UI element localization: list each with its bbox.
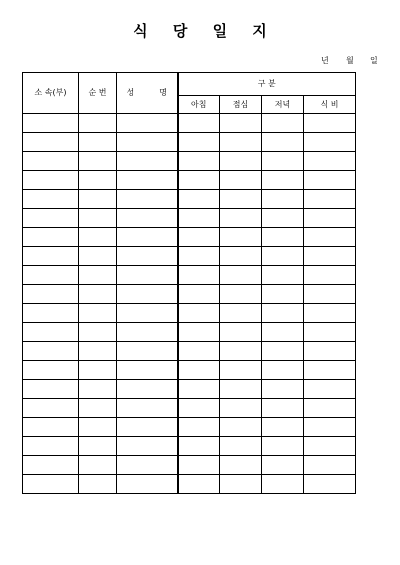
cell-department[interactable] <box>23 190 79 209</box>
cell-department[interactable] <box>23 380 79 399</box>
cell-number[interactable] <box>79 399 117 418</box>
table-row <box>23 209 356 228</box>
table-row <box>23 418 356 437</box>
cell-number[interactable] <box>79 247 117 266</box>
page-title: 식 당 일 지 <box>133 22 277 40</box>
cell-department[interactable] <box>23 133 79 152</box>
cell-breakfast[interactable] <box>178 418 220 437</box>
cell-department[interactable] <box>23 247 79 266</box>
table-row <box>23 285 356 304</box>
cell-dinner[interactable] <box>262 133 304 152</box>
header-name-left: 성 <box>126 88 135 97</box>
cell-department[interactable] <box>23 456 79 475</box>
cell-number[interactable] <box>79 456 117 475</box>
cell-dinner[interactable] <box>262 114 304 133</box>
cell-department[interactable] <box>23 304 79 323</box>
cell-lunch[interactable] <box>220 342 262 361</box>
cell-name[interactable] <box>117 304 178 323</box>
cell-number[interactable] <box>79 133 117 152</box>
table-row <box>23 114 356 133</box>
cell-meal-cost[interactable] <box>304 418 356 437</box>
cell-dinner[interactable] <box>262 171 304 190</box>
cell-department[interactable] <box>23 399 79 418</box>
cell-lunch[interactable] <box>220 247 262 266</box>
cell-dinner[interactable] <box>262 247 304 266</box>
header-department: 소 속(부) <box>23 73 79 114</box>
cell-number[interactable] <box>79 418 117 437</box>
cell-dinner[interactable] <box>262 342 304 361</box>
cell-lunch[interactable] <box>220 475 262 494</box>
cell-number[interactable] <box>79 171 117 190</box>
cell-meal-cost[interactable] <box>304 171 356 190</box>
cell-lunch[interactable] <box>220 133 262 152</box>
cell-dinner[interactable] <box>262 323 304 342</box>
cell-meal-cost[interactable] <box>304 114 356 133</box>
cell-name[interactable] <box>117 361 178 380</box>
header-breakfast: 아침 <box>178 96 220 114</box>
cell-name[interactable] <box>117 114 178 133</box>
cell-name[interactable] <box>117 171 178 190</box>
table-row <box>23 247 356 266</box>
cell-lunch[interactable] <box>220 209 262 228</box>
cell-department[interactable] <box>23 285 79 304</box>
table-row <box>23 380 356 399</box>
cell-department[interactable] <box>23 418 79 437</box>
header-category: 구 분 <box>178 73 356 96</box>
cell-breakfast[interactable] <box>178 209 220 228</box>
cell-breakfast[interactable] <box>178 342 220 361</box>
header-lunch: 점심 <box>220 96 262 114</box>
table-row <box>23 304 356 323</box>
cell-breakfast[interactable] <box>178 475 220 494</box>
cell-lunch[interactable] <box>220 171 262 190</box>
cell-dinner[interactable] <box>262 380 304 399</box>
cell-name[interactable] <box>117 228 178 247</box>
cell-breakfast[interactable] <box>178 266 220 285</box>
cell-number[interactable] <box>79 475 117 494</box>
cell-meal-cost[interactable] <box>304 380 356 399</box>
cell-breakfast[interactable] <box>178 247 220 266</box>
cell-department[interactable] <box>23 475 79 494</box>
table-row <box>23 456 356 475</box>
cell-meal-cost[interactable] <box>304 209 356 228</box>
cell-number[interactable] <box>79 323 117 342</box>
cell-breakfast[interactable] <box>178 437 220 456</box>
cell-breakfast[interactable] <box>178 228 220 247</box>
cell-dinner[interactable] <box>262 266 304 285</box>
cell-meal-cost[interactable] <box>304 247 356 266</box>
cell-meal-cost[interactable] <box>304 399 356 418</box>
cell-meal-cost[interactable] <box>304 266 356 285</box>
cell-department[interactable] <box>23 323 79 342</box>
cell-dinner[interactable] <box>262 228 304 247</box>
cell-lunch[interactable] <box>220 418 262 437</box>
cell-lunch[interactable] <box>220 190 262 209</box>
date-month-label: 월 <box>346 56 354 65</box>
table-row <box>23 266 356 285</box>
cell-meal-cost[interactable] <box>304 456 356 475</box>
cell-breakfast[interactable] <box>178 190 220 209</box>
cell-name[interactable] <box>117 152 178 171</box>
cell-breakfast[interactable] <box>178 323 220 342</box>
cell-breakfast[interactable] <box>178 171 220 190</box>
cell-meal-cost[interactable] <box>304 152 356 171</box>
cell-name[interactable] <box>117 399 178 418</box>
cell-lunch[interactable] <box>220 399 262 418</box>
cell-breakfast[interactable] <box>178 285 220 304</box>
cell-department[interactable] <box>23 437 79 456</box>
cell-name[interactable] <box>117 190 178 209</box>
cell-number[interactable] <box>79 114 117 133</box>
cell-lunch[interactable] <box>220 304 262 323</box>
cell-meal-cost[interactable] <box>304 133 356 152</box>
cell-department[interactable] <box>23 171 79 190</box>
table-row <box>23 399 356 418</box>
cell-lunch[interactable] <box>220 285 262 304</box>
cell-name[interactable] <box>117 342 178 361</box>
cell-dinner[interactable] <box>262 437 304 456</box>
meal-log-table <box>22 72 356 494</box>
cell-department[interactable] <box>23 361 79 380</box>
cell-name[interactable] <box>117 418 178 437</box>
cell-dinner[interactable] <box>262 475 304 494</box>
table-row <box>23 475 356 494</box>
table-row <box>23 437 356 456</box>
header-meal-cost: 식 비 <box>304 96 356 114</box>
cell-lunch[interactable] <box>220 114 262 133</box>
cell-number[interactable] <box>79 228 117 247</box>
cell-dinner[interactable] <box>262 304 304 323</box>
cell-number[interactable] <box>79 437 117 456</box>
header-name <box>117 73 178 114</box>
header-name-right: 명 <box>159 88 168 97</box>
cell-meal-cost[interactable] <box>304 190 356 209</box>
cell-name[interactable] <box>117 285 178 304</box>
cell-department[interactable] <box>23 342 79 361</box>
cell-dinner[interactable] <box>262 152 304 171</box>
cell-breakfast[interactable] <box>178 304 220 323</box>
cell-number[interactable] <box>79 152 117 171</box>
cell-meal-cost[interactable] <box>304 285 356 304</box>
cell-breakfast[interactable] <box>178 380 220 399</box>
cell-dinner[interactable] <box>262 418 304 437</box>
cell-breakfast[interactable] <box>178 114 220 133</box>
date-year-label: 년 <box>321 56 329 65</box>
cell-dinner[interactable] <box>262 399 304 418</box>
cell-name[interactable] <box>117 323 178 342</box>
cell-lunch[interactable] <box>220 323 262 342</box>
cell-meal-cost[interactable] <box>304 304 356 323</box>
cell-department[interactable] <box>23 114 79 133</box>
cell-department[interactable] <box>23 266 79 285</box>
table-row <box>23 228 356 247</box>
table-row <box>23 323 356 342</box>
cell-number[interactable] <box>79 266 117 285</box>
cell-meal-cost[interactable] <box>304 228 356 247</box>
cell-number[interactable] <box>79 285 117 304</box>
cell-name[interactable] <box>117 133 178 152</box>
cell-breakfast[interactable] <box>178 456 220 475</box>
cell-dinner[interactable] <box>262 190 304 209</box>
cell-dinner[interactable] <box>262 361 304 380</box>
cell-lunch[interactable] <box>220 361 262 380</box>
header-dinner: 저녁 <box>262 96 304 114</box>
cell-lunch[interactable] <box>220 437 262 456</box>
cell-department[interactable] <box>23 209 79 228</box>
cell-number[interactable] <box>79 380 117 399</box>
cell-name[interactable] <box>117 209 178 228</box>
table-row <box>23 133 356 152</box>
cell-lunch[interactable] <box>220 380 262 399</box>
cell-breakfast[interactable] <box>178 399 220 418</box>
cell-breakfast[interactable] <box>178 361 220 380</box>
cell-lunch[interactable] <box>220 266 262 285</box>
cell-dinner[interactable] <box>262 285 304 304</box>
cell-number[interactable] <box>79 304 117 323</box>
cell-number[interactable] <box>79 342 117 361</box>
cell-meal-cost[interactable] <box>304 323 356 342</box>
date-day-label: 일 <box>370 56 378 65</box>
cell-lunch[interactable] <box>220 456 262 475</box>
cell-breakfast[interactable] <box>178 133 220 152</box>
cell-dinner[interactable] <box>262 456 304 475</box>
cell-department[interactable] <box>23 228 79 247</box>
cell-name[interactable] <box>117 266 178 285</box>
table-body <box>23 114 356 494</box>
table-row <box>23 152 356 171</box>
cell-name[interactable] <box>117 247 178 266</box>
cell-name[interactable] <box>117 475 178 494</box>
cell-name[interactable] <box>117 437 178 456</box>
table-row <box>23 171 356 190</box>
cell-name[interactable] <box>117 380 178 399</box>
cell-lunch[interactable] <box>220 228 262 247</box>
table-row <box>23 342 356 361</box>
cell-lunch[interactable] <box>220 152 262 171</box>
table-row <box>23 190 356 209</box>
cell-meal-cost[interactable] <box>304 361 356 380</box>
cell-department[interactable] <box>23 152 79 171</box>
cell-meal-cost[interactable] <box>304 342 356 361</box>
header-number: 순 번 <box>79 73 117 114</box>
cell-name[interactable] <box>117 456 178 475</box>
cell-number[interactable] <box>79 190 117 209</box>
cell-number[interactable] <box>79 361 117 380</box>
cell-dinner[interactable] <box>262 209 304 228</box>
table-row <box>23 361 356 380</box>
cell-meal-cost[interactable] <box>304 437 356 456</box>
cell-meal-cost[interactable] <box>304 475 356 494</box>
cell-breakfast[interactable] <box>178 152 220 171</box>
cell-number[interactable] <box>79 209 117 228</box>
